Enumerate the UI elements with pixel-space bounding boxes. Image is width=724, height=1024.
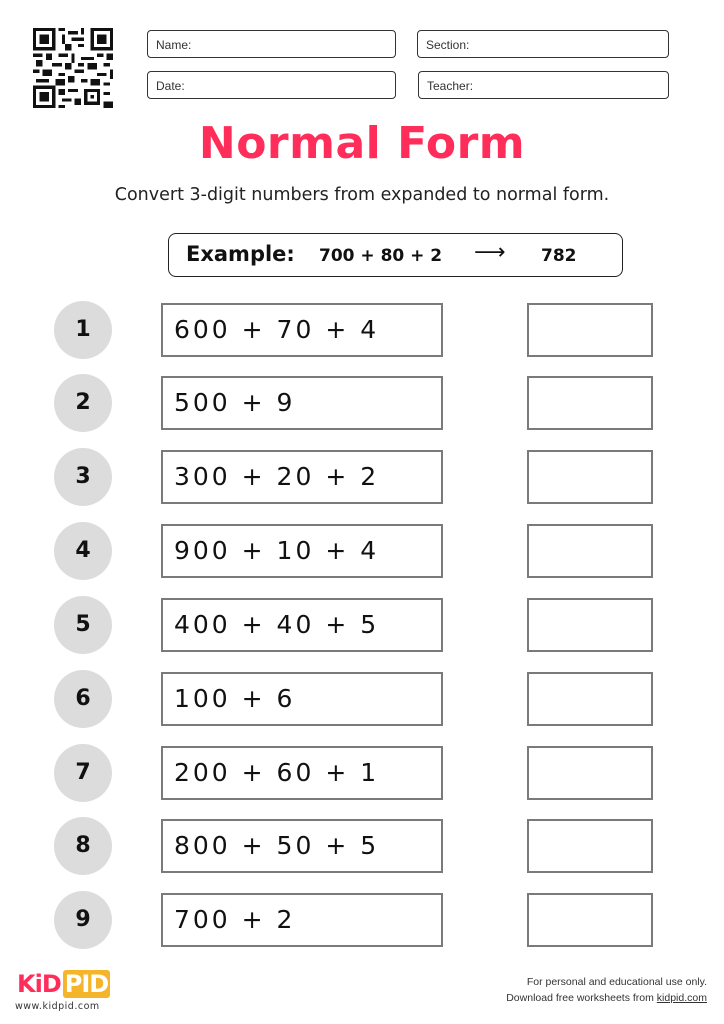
problem-expression: 200 + 60 + 1: [161, 746, 443, 800]
problem-expression: 300 + 20 + 2: [161, 450, 443, 504]
instructions: Convert 3-digit numbers from expanded to normal form.: [114, 185, 610, 205]
section-label: Section:: [426, 38, 470, 52]
qr-code-icon: [33, 28, 113, 108]
footer-line-2-text: Download free worksheets from: [506, 992, 657, 1004]
date-label: Date:: [156, 79, 185, 93]
example-answer: 782: [541, 246, 577, 266]
problem-row: [0, 448, 724, 504]
answer-box[interactable]: [527, 672, 653, 726]
problem-number: 3: [54, 448, 112, 506]
answer-box[interactable]: [527, 819, 653, 873]
problem-expression: 500 + 9: [161, 376, 443, 430]
problem-expression: 400 + 40 + 5: [161, 598, 443, 652]
problem-number: 9: [54, 891, 112, 949]
kidpid-link[interactable]: kidpid.com: [656, 992, 707, 1004]
arrow-right-icon: ⟶: [474, 240, 506, 265]
answer-box[interactable]: [527, 376, 653, 430]
problem-number: 5: [54, 596, 112, 654]
answer-box[interactable]: [527, 450, 653, 504]
problem-number: 6: [54, 670, 112, 728]
problem-expression: 900 + 10 + 4: [161, 524, 443, 578]
footer-notice: [506, 974, 707, 1006]
problem-expression: 600 + 70 + 4: [161, 303, 443, 357]
logo-pid-text: PID: [64, 970, 109, 998]
date-field[interactable]: [147, 71, 396, 99]
answer-box[interactable]: [527, 598, 653, 652]
problem-row: [0, 596, 724, 652]
problem-row: [0, 670, 724, 726]
problem-number: 2: [54, 374, 112, 432]
teacher-label: Teacher:: [427, 79, 474, 93]
problem-row: [0, 374, 724, 430]
problem-row: [0, 817, 724, 873]
footer-line-1: For personal and educational use only.: [526, 976, 707, 988]
problem-row: [0, 301, 724, 357]
kidpid-logo: [17, 970, 110, 998]
example-label: Example:: [186, 242, 295, 266]
problem-row: [0, 744, 724, 800]
teacher-field[interactable]: [418, 71, 669, 99]
logo-url: www.kidpid.com: [15, 1001, 100, 1012]
name-label: Name:: [156, 38, 192, 52]
section-field[interactable]: [417, 30, 669, 58]
problem-number: 4: [54, 522, 112, 580]
footer-line-2: [506, 990, 707, 1006]
problem-expression: 100 + 6: [161, 672, 443, 726]
example-expression: 700 + 80 + 2: [319, 246, 443, 266]
answer-box[interactable]: [527, 746, 653, 800]
answer-box[interactable]: [527, 893, 653, 947]
page-title: Normal Form: [198, 118, 526, 169]
problem-row: [0, 522, 724, 578]
logo-kid-text: KiD: [17, 970, 61, 998]
problem-number: 1: [54, 301, 112, 359]
problem-expression: 800 + 50 + 5: [161, 819, 443, 873]
problem-expression: 700 + 2: [161, 893, 443, 947]
problem-number: 7: [54, 744, 112, 802]
answer-box[interactable]: [527, 524, 653, 578]
problem-row: [0, 891, 724, 947]
example-box: [168, 233, 623, 277]
problem-number: 8: [54, 817, 112, 875]
answer-box[interactable]: [527, 303, 653, 357]
name-field[interactable]: [147, 30, 396, 58]
